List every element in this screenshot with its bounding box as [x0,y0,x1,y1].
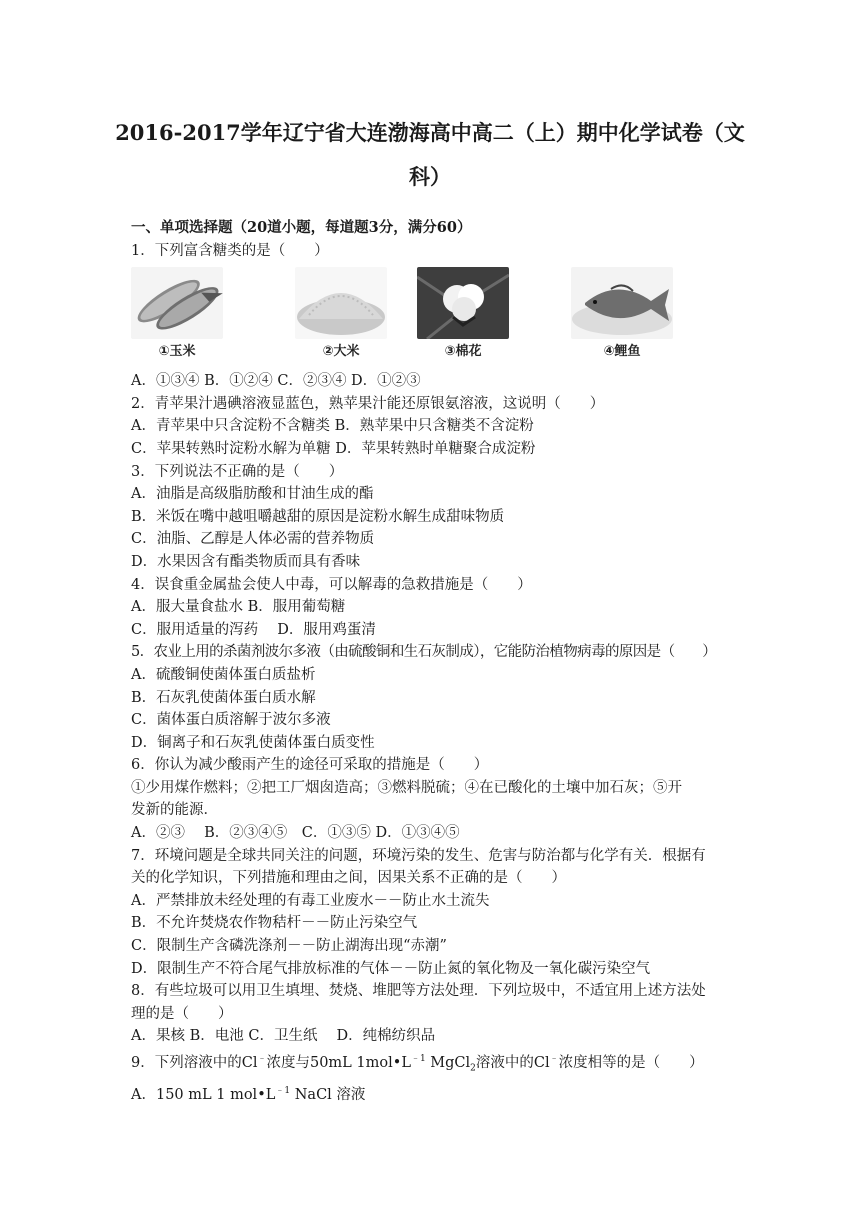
carp-caption: ④鲤鱼 [603,344,641,360]
question-6-body-line-2: 发新的能源． [131,802,218,819]
section-heading: 一、单项选择题（20道小题，每道题3分，满分60） [131,219,472,236]
q9-a-text-2: NaCl 溶液 [290,1087,366,1104]
question-2-options-cd: C．苹果转熟时淀粉水解为单糖 D．苹果转熟时单糖聚合成淀粉 [131,440,536,457]
question-7-option-b: B．不允许焚烧农作物秸杆－－防止污染空气 [131,915,418,932]
question-3-stem: 3．下列说法不正确的是（ ） [131,463,344,480]
q9-text-3: MgCl [425,1054,471,1071]
q9-text-2: 浓度与50mL 1mol•L [266,1054,411,1071]
q9-sup-1: ﹣ [257,1054,267,1064]
question-2-stem: 2．青苹果汁遇碘溶液显蓝色，熟苹果汁能还原银氨溶液，这说明（ ） [131,395,605,412]
q9-a-text-1: A．150 mL 1 mol•L [131,1087,276,1104]
question-7-stem-line-1: 7．环境问题是全球共同关注的问题，环境污染的发生、危害与防治都与化学有关．根据有 [131,847,706,864]
q9-text-5: 浓度相等的是（ ） [558,1054,704,1071]
question-5-stem: 5．农业上用的杀菌剂波尔多液（由硫酸铜和生石灰制成），它能防治植物病毒的原因是（ ） [131,644,717,661]
cotton-picture [417,267,509,361]
cotton-caption: ③棉花 [444,344,482,360]
question-5-option-d: D．铜离子和石灰乳使菌体蛋白质变性 [131,734,375,751]
cotton-image [417,267,509,339]
question-4-options-ab: A．服大量食盐水 B．服用葡萄糖 [131,599,346,616]
question-7-option-c: C．限制生产含磷洗涤剂－－防止湖海出现“赤潮” [131,938,447,955]
q9-text-1: 9．下列溶液中的Cl [131,1054,258,1071]
question-1-stem: 1．下列富含糖类的是（ ） [131,242,329,259]
exam-content [131,217,743,1107]
rice-caption: ②大米 [322,344,360,360]
question-8-stem-line-2: 理的是（ ） [131,1005,233,1022]
q9-sup-2: ﹣1 [410,1054,426,1064]
question-5-option-c: C．菌体蛋白质溶解于波尔多液 [131,712,331,729]
q9-sup-3: ﹣ [549,1054,559,1064]
corn-image [131,267,223,339]
exam-title-line-1: 2016-2017学年辽宁省大连渤海高中高二（上）期中化学试卷（文 [115,120,745,145]
question-9-option-a [131,1080,743,1106]
carp-picture [571,267,673,361]
question-3-option-d: D．水果因含有酯类物质而具有香味 [131,553,361,570]
question-4-stem: 4．误食重金属盐会使人中毒，可以解毒的急救措施是（ ） [131,576,532,593]
question-3-option-c: C．油脂、乙醇是人体必需的营养物质 [131,531,375,548]
question-3-option-a: A．油脂是高级脂肪酸和甘油生成的酯 [131,486,374,503]
question-3-option-b: B．米饭在嘴中越咀嚼越甜的原因是淀粉水解生成甜味物质 [131,508,505,525]
question-5-option-b: B．石灰乳使菌体蛋白质水解 [131,689,316,706]
question-7-option-d: D．限制生产不符合尾气排放标准的气体－－防止氮的氧化物及一氧化碳污染空气 [131,960,651,977]
q9-a-sup: ﹣1 [275,1086,291,1097]
question-8-options: A．果核 B．电池 C．卫生纸 D．纯棉纺织品 [131,1028,436,1045]
q9-text-4: 溶液中的Cl [475,1054,550,1071]
rice-picture [295,267,387,361]
question-8-stem-line-1: 8．有些垃圾可以用卫生填埋、焚烧、堆肥等方法处理．下列垃圾中，不适宜用上述方法处 [131,983,706,1000]
question-1-options: A．①③④ B．①②④ C．②③④ D．①②③ [131,373,421,390]
carp-image [571,267,673,339]
question-6-body-line-1: ①少用煤作燃料；②把工厂烟囱造高；③燃料脱硫；④在已酸化的土壤中加石灰；⑤开 [131,779,682,796]
question-6-stem: 6．你认为减少酸雨产生的途径可采取的措施是（ ） [131,757,489,774]
corn-picture [131,267,223,361]
question-2-options-ab: A．青苹果中只含淀粉不含糖类 B．熟苹果中只含糖类不含淀粉 [131,418,534,435]
question-4-options-cd: C．服用适量的泻药 D．服用鸡蛋清 [131,621,376,638]
question-6-options: A．②③ B．②③④⑤ C．①③⑤ D．①③④⑤ [131,825,460,842]
question-7-stem-line-2: 关的化学知识，下列措施和理由之间，因果关系不正确的是（ ） [131,870,566,887]
question-9-stem [131,1048,743,1080]
q9-sub-1: 2 [470,1063,476,1074]
corn-caption: ①玉米 [158,344,196,360]
question-7-option-a: A．严禁排放未经处理的有毒工业废水－－防止水土流失 [131,892,490,909]
question-1-images [131,267,743,365]
question-5-option-a: A．硫酸铜使菌体蛋白质盐析 [131,666,316,683]
rice-image [295,267,387,339]
exam-title-line-2: 科） [409,164,451,189]
